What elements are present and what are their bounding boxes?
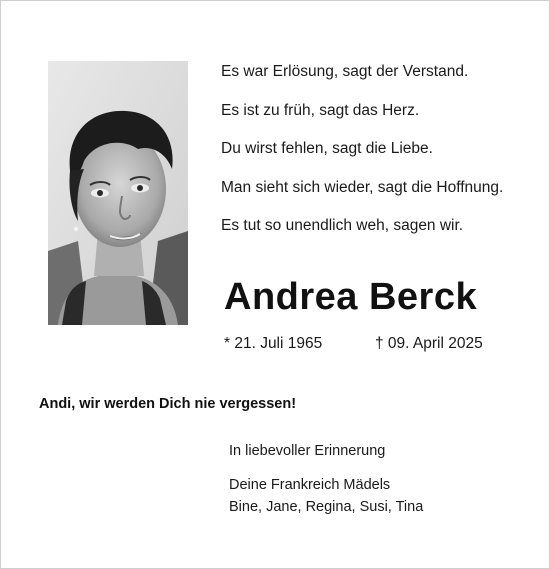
motto: Andi, wir werden Dich nie vergessen! [39,396,297,412]
poem-line: Es ist zu früh, sagt das Herz. [221,101,420,119]
portrait-photo [48,61,188,325]
remembrance-text: In liebevoller Erinnerung [229,443,386,459]
poem-line: Man sieht sich wieder, sagt die Hoffnung. [221,178,504,196]
mourners-group: Deine Frankreich Mädels [229,477,391,493]
closing-block [229,440,423,518]
death-date: † 09. April 2025 [375,335,483,352]
poem-line: Es tut so unendlich weh, sagen wir. [221,217,464,234]
birth-date: * 21. Juli 1965 [224,335,323,352]
deceased-name: Andrea Berck [224,276,478,318]
mourners-names: Bine, Jane, Regina, Susi, Tina [229,499,424,515]
poem-line: Du wirst fehlen, sagt die Liebe. [221,140,433,157]
poem [221,61,531,254]
poem-line: Es war Erlösung, sagt der Verstand. [221,63,469,80]
